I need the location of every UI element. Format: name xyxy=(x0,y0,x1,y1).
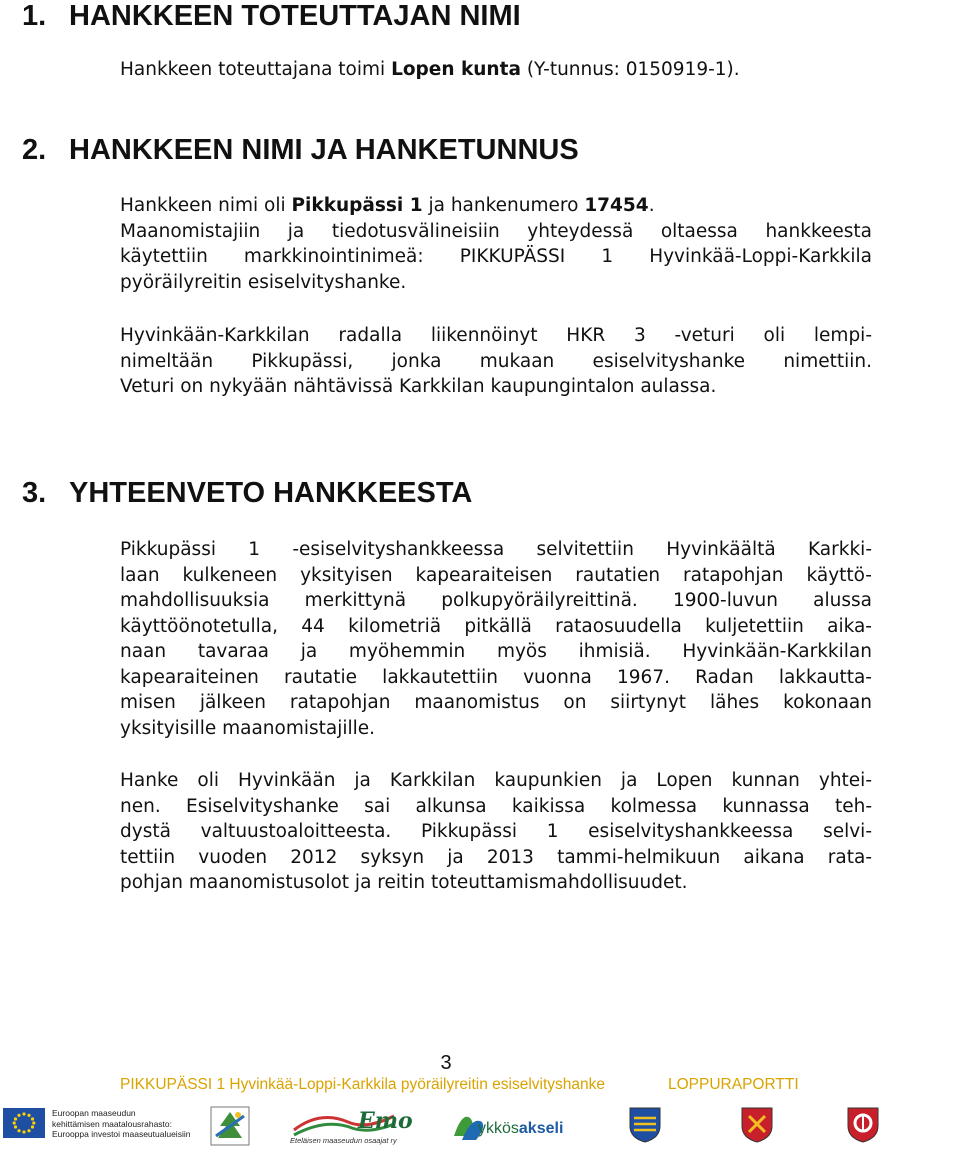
text-line: Hanke oli Hyvinkään ja Karkkilan kaupunkien ja Lopen kunnan yhtei- xyxy=(120,770,872,791)
text-line: käytettiin markkinointinimeä: PIKKUPÄSSI 1 Hyvinkää-Loppi-Karkkila xyxy=(120,246,872,267)
footer-report-label: LOPPURAPORTTI xyxy=(668,1076,799,1093)
footer-project-title: PIKKUPÄSSI 1 Hyvinkää-Loppi-Karkkila pyöräilyreitin esiselvityshanke xyxy=(120,1076,606,1093)
text-line: misen jälkeen ratapohjan maanomistus on siirtynyt lähes kokonaan xyxy=(120,692,872,713)
text-line: mahdollisuuksia merkittynä polkupyöräilyreittinä. 1900-luvun alussa xyxy=(120,590,872,611)
section-title: HANKKEEN TOTEUTTAJAN NIMI xyxy=(69,0,521,32)
section-title: YHTEENVETO HANKKEESTA xyxy=(69,477,473,509)
text-line: kapearaiteinen rautatie lakkautettiin vuonna 1967. Radan lakkautta- xyxy=(120,666,872,688)
text-line: pyöräilyreitin esiselvityshanke. xyxy=(120,271,407,293)
text-line: yksityisille maanomistajille. xyxy=(120,717,376,739)
text-line: laan kulkeneen yksityisen kapearaiteisen rautatien ratapohjan käyttö- xyxy=(120,564,872,586)
text-line: Hankkeen nimi oli Pikkupässi 1 ja hankenumero 17454. xyxy=(120,195,655,216)
text-line: käyttöönotetulla, 44 kilometriä pitkällä rataosuudella kuljetettiin aika- xyxy=(120,615,872,637)
hyvinkaa-coat-of-arms-icon xyxy=(628,1106,662,1144)
text-line: naan tavaraa ja myöhemmin myös ihmisiä. Hyvinkään-Karkkilan xyxy=(120,641,872,662)
leader-logo-icon xyxy=(210,1106,250,1146)
project-name: Pikkupässi 1 xyxy=(291,195,423,216)
section-title: HANKKEEN NIMI JA HANKETUNNUS xyxy=(69,134,579,166)
section-number: 3. xyxy=(22,477,47,509)
ykkosakseli-logo-text: ykkösakseli xyxy=(478,1120,564,1137)
section-3-paragraph-2 xyxy=(120,768,872,896)
text-line: Hyvinkään-Karkkilan radalla liikennöinyt HKR 3 -veturi oli lempi- xyxy=(120,325,872,346)
organization-name: Lopen kunta xyxy=(391,59,521,80)
text-line: Maanomistajiin ja tiedotusvälineisiin yhteydessä oltaessa hankkeesta xyxy=(120,220,872,242)
section-2-paragraph-2 xyxy=(120,323,872,400)
section-3-paragraph-1 xyxy=(120,537,872,741)
text-line: Veturi on nykyään nähtävissä Karkkilan kaupungintalon aulassa. xyxy=(120,376,717,397)
karkkila-coat-of-arms-icon xyxy=(846,1106,880,1144)
text-run: Hankkeen toteuttajana toimi xyxy=(120,59,392,80)
text-line: nen. Esiselvityshanke sai alkunsa kaikissa kolmessa kunnassa teh- xyxy=(120,795,872,817)
text-line: pohjan maanomistusolot ja reitin toteuttamismahdollisuudet. xyxy=(120,872,688,893)
section-2-heading xyxy=(22,134,579,167)
section-number: 1. xyxy=(22,0,47,32)
eu-flag-icon xyxy=(3,1108,45,1138)
loppi-coat-of-arms-icon xyxy=(740,1106,774,1144)
text-line: Pikkupässi 1 -esiselvityshankkeessa selvitettiin Hyvinkäältä Karkki- xyxy=(120,539,872,560)
section-2-paragraph-1 xyxy=(120,193,872,295)
project-number: 17454 xyxy=(584,195,649,216)
text-line: dystä valtuustoaloitteesta. Pikkupässi 1 esiselvityshankkeessa selvi- xyxy=(120,821,872,842)
section-3-heading xyxy=(22,477,472,510)
section-1-heading xyxy=(22,0,521,33)
eu-fund-text: Euroopan maaseudun kehittämisen maatalousrahasto: Eurooppa investoi maaseutualueisiin xyxy=(52,1108,191,1139)
text-line: tettiin vuoden 2012 syksyn ja 2013 tammi-helmikuun aikana rata- xyxy=(120,846,872,868)
text-line: nimeltään Pikkupässi, jonka mukaan esiselvityshanke nimettiin. xyxy=(120,350,872,372)
section-1-paragraph xyxy=(120,57,872,83)
logo-strip xyxy=(0,1102,960,1150)
emo-logo-text: Emo xyxy=(358,1108,413,1134)
section-number: 2. xyxy=(22,134,47,166)
emo-logo-subtitle: Eteläisen maaseudun osaajat ry xyxy=(290,1136,397,1145)
page-number: 3 xyxy=(440,1052,452,1074)
text-run: (Y-tunnus: 0150919-1). xyxy=(520,59,740,80)
